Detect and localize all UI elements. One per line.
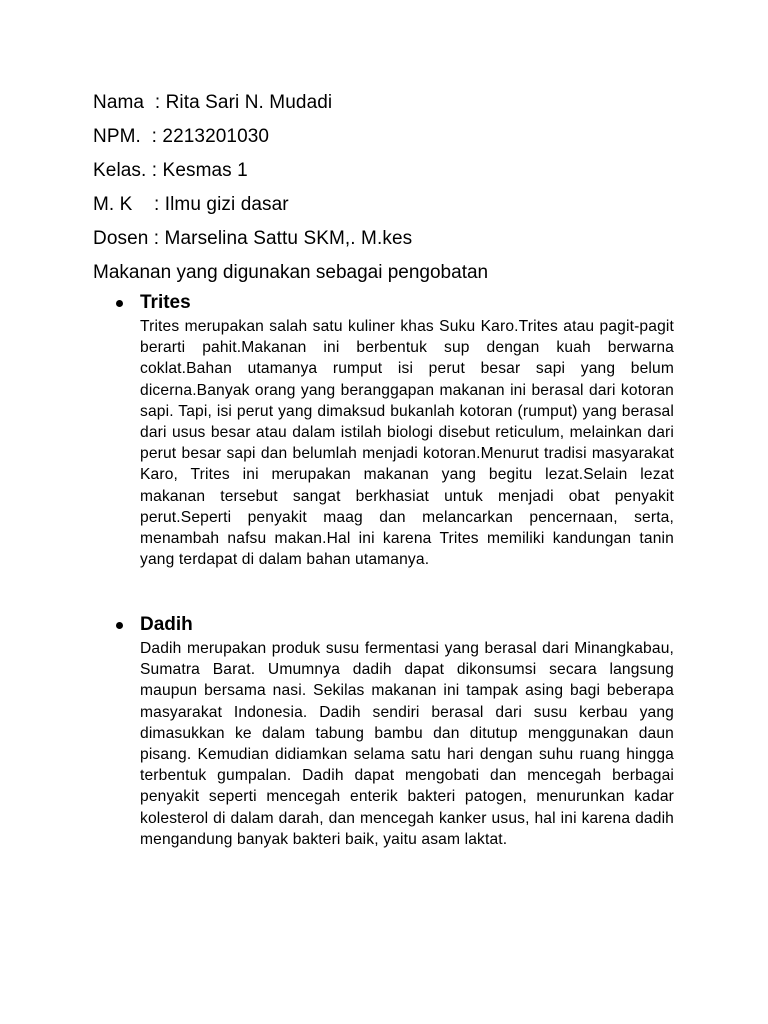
section-paragraph: Trites merupakan salah satu kuliner khas Suku Karo.Trites atau pagit-pagit berarti pahit.Makanan ini berbentuk sup dengan kuah berwarna coklat.Bahan utamanya rumput isi perut besar sapi yang belum dicerna.Banyak orang yang beranggapan makanan ini berasal dari kotoran sapi. Tapi, isi perut yang dimaksud bukanlah kotoran (rumput) yang berasal dari usus besar atau dalam istilah biologi disebut reticulum, melainkan dari perut besar sapi dan belumlah menjadi kotoran.Menurut tradisi masyarakat Karo, Trites ini merupakan makanan yang begitu lezat.Selain lezat makanan tersebut sangat berkhasiat untuk menjadi obat penyakit perut.Seperti penyakit maag dan melancarkan pencernaan, serta, menambah nafsu makan.Hal ini karena Trites memiliki kandungan tanin yang terdapat di dalam bahan utamanya. [140, 318, 674, 569]
section-title: Dadih [140, 614, 193, 635]
bullet-icon [116, 300, 123, 307]
student-name-line: Nama : Rita Sari N. Mudadi [93, 92, 333, 113]
section-heading [116, 612, 676, 638]
course-line: M. K : Ilmu gizi dasar [93, 194, 289, 215]
student-npm-line: NPM. : 2213201030 [93, 126, 270, 147]
bullet-icon [116, 622, 123, 629]
student-info-header [93, 86, 693, 290]
document-subject: Makanan yang digunakan sebagai pengobatan [93, 262, 489, 283]
section-trites [116, 290, 676, 570]
section-title: Trites [140, 292, 191, 313]
class-line: Kelas. : Kesmas 1 [93, 160, 248, 181]
lecturer-line: Dosen : Marselina Sattu SKM,. M.kes [93, 228, 413, 249]
section-dadih [116, 612, 676, 850]
section-heading [116, 290, 676, 316]
section-paragraph: Dadih merupakan produk susu fermentasi yang berasal dari Minangkabau, Sumatra Barat. Umumnya dadih dapat dikonsumsi secara langsung maupun bersama nasi. Sekilas makanan ini tampak asing bagi beberapa masyarakat Indonesia. Dadih sendiri berasal dari susu kerbau yang dimasukkan ke dalam tabung bambu dan ditutup menggunakan daun pisang. Kemudian didiamkan selama satu hari dengan suhu ruang hingga terbentuk gumpalan. Dadih dapat mengobati dan mencegah berbagai penyakit seperti mencegah enterik bakteri patogen, menurunkan kadar kolesterol di dalam darah, dan mencegah kanker usus, hal ini karena dadih mengandung banyak bakteri baik, yaitu asam laktat. [140, 640, 674, 848]
